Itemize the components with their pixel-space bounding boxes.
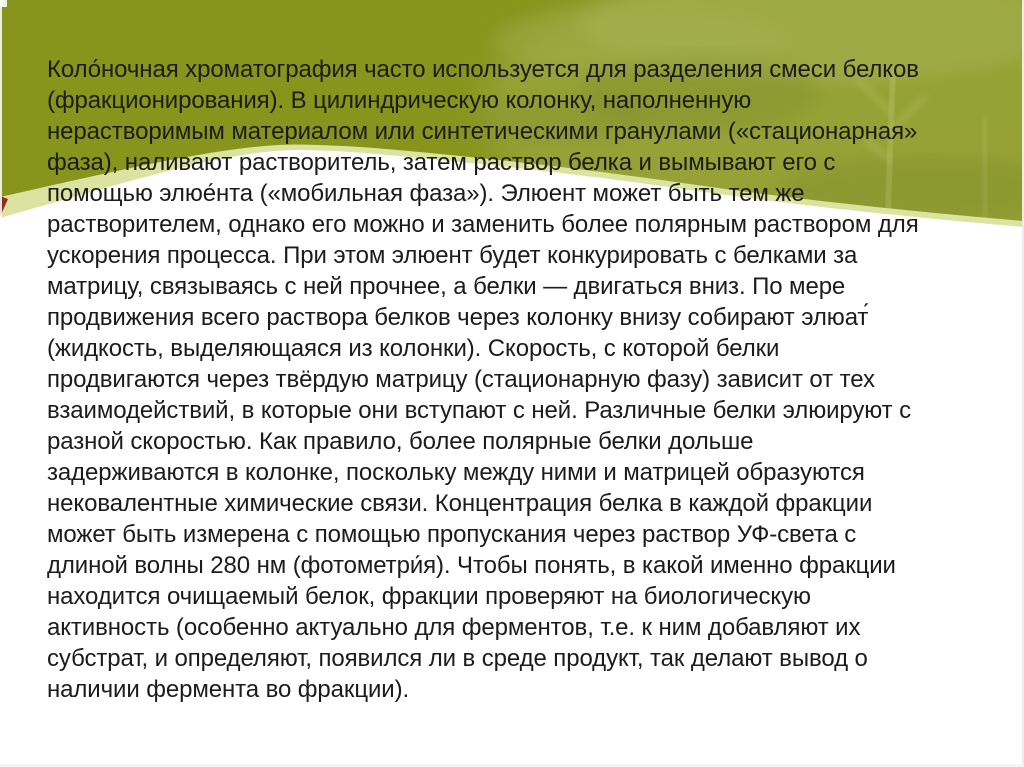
text-line: продвигаются через твёрдую матрицу (стационарную фазу) зависит от тех bbox=[47, 366, 875, 393]
text-line: субстрат, и определяют, появился ли в среде продукт, так делают вывод о bbox=[47, 645, 868, 672]
text-line: (жидкость, выделяющаяся из колонки). Скорость, с которой белки bbox=[47, 335, 780, 362]
text-line: взаимодействий, в которые они вступают с ней. Различные белки элюируют с bbox=[47, 397, 912, 424]
text-line: помощью элюе́нта («мобильная фаза»). Элюент может быть тем же bbox=[47, 180, 805, 207]
text-line: находится очищаемый белок, фракции проверяют на биологическую bbox=[47, 583, 811, 610]
text-line: наличии фермента во фракции). bbox=[47, 676, 410, 703]
text-line: задерживаются в колонке, поскольку между ними и матрицей образуются bbox=[47, 459, 865, 486]
text-line: фаза), наливают растворитель, затем раствор белка и вымывают его с bbox=[47, 149, 836, 176]
text-line: нековалентные химические связи. Концентрация белка в каждой фракции bbox=[47, 490, 873, 517]
text-line: (фракционирования). В цилиндрическую колонку, наполненную bbox=[47, 87, 752, 114]
body-text bbox=[47, 54, 1002, 705]
text-line: длиной волны 280 нм (фотометри́я). Чтобы понять, в какой именно фракции bbox=[47, 552, 896, 579]
text-line: может быть измерена с помощью пропускания через раствор УФ-света с bbox=[47, 521, 857, 548]
slide-left-edge bbox=[0, 0, 2, 236]
text-line: нерастворимым материалом или синтетическими гранулами («стационарная» bbox=[47, 118, 918, 145]
text-line: активность (особенно актуально для ферментов, т.е. к ним добавляют их bbox=[47, 614, 861, 641]
text-line: растворителем, однако его можно и заменить более полярным раствором для bbox=[47, 211, 919, 238]
text-line: ускорения процесса. При этом элюент будет конкурировать с белками за bbox=[47, 242, 858, 269]
slide-top-corner-notch bbox=[0, 0, 7, 7]
text-line: матрицу, связываясь с ней прочнее, а белки — двигаться вниз. По мере bbox=[47, 273, 846, 300]
text-line: Коло́ночная хроматография часто используется для разделения смеси белков bbox=[47, 56, 919, 83]
text-line: продвижения всего раствора белков через колонку внизу собирают элюат́ bbox=[47, 304, 869, 331]
text-line: разной скоростью. Как правило, более полярные белки дольше bbox=[47, 428, 754, 455]
